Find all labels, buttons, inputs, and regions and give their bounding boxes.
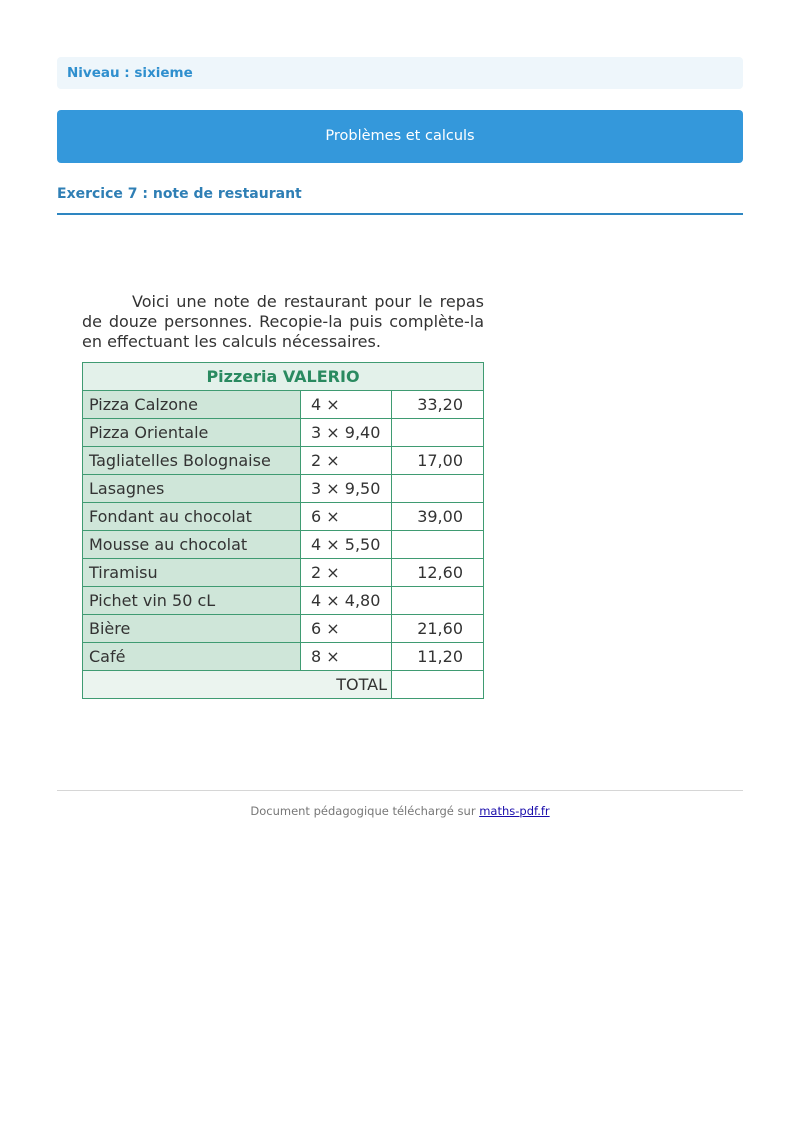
footer-text: Document pédagogique téléchargé sur — [250, 804, 480, 818]
bill-item: Tiramisu — [83, 559, 301, 587]
bill-row — [83, 587, 484, 615]
bill-quantity: 4 × — [301, 391, 392, 419]
bill-row — [83, 643, 484, 671]
bill-row — [83, 447, 484, 475]
bill-quantity: 4 × 5,50 — [301, 531, 392, 559]
bill-row — [83, 503, 484, 531]
bill-amount: 11,20 — [392, 643, 484, 671]
intro-text: Voici une note de restaurant pour le repas de douze personnes. Recopie-la puis complète-la en effectuant les calculs nécessaires. — [82, 292, 484, 351]
total-label: TOTAL — [83, 671, 392, 699]
restaurant-name: Pizzeria VALERIO — [83, 363, 484, 391]
footer — [57, 804, 743, 818]
bill-item: Pizza Calzone — [83, 391, 301, 419]
exercise-intro — [82, 292, 484, 352]
bill-amount — [392, 419, 484, 447]
bill-quantity: 8 × — [301, 643, 392, 671]
bill-row — [83, 531, 484, 559]
bill-amount — [392, 531, 484, 559]
bill-row — [83, 475, 484, 503]
bill-row — [83, 391, 484, 419]
topic-banner: Problèmes et calculs — [57, 110, 743, 163]
bill-item: Pizza Orientale — [83, 419, 301, 447]
bill-item: Fondant au chocolat — [83, 503, 301, 531]
level-label: Niveau : sixieme — [57, 57, 743, 89]
bill-amount: 12,60 — [392, 559, 484, 587]
exercise-image — [82, 292, 490, 694]
bill-item: Mousse au chocolat — [83, 531, 301, 559]
bill-item: Tagliatelles Bolognaise — [83, 447, 301, 475]
bill-amount: 17,00 — [392, 447, 484, 475]
bill-amount — [392, 475, 484, 503]
bill-quantity: 3 × 9,40 — [301, 419, 392, 447]
bill-amount: 33,20 — [392, 391, 484, 419]
bill-quantity: 3 × 9,50 — [301, 475, 392, 503]
bill-row — [83, 559, 484, 587]
footer-divider — [57, 790, 743, 791]
restaurant-bill-table — [82, 362, 484, 699]
bill-item: Bière — [83, 615, 301, 643]
bill-quantity: 2 × — [301, 559, 392, 587]
bill-row — [83, 419, 484, 447]
bill-quantity: 2 × — [301, 447, 392, 475]
footer-link[interactable]: maths-pdf.fr — [479, 804, 550, 818]
bill-item: Pichet vin 50 cL — [83, 587, 301, 615]
exercise-title: Exercice 7 : note de restaurant — [57, 186, 743, 215]
total-value — [392, 671, 484, 699]
bill-amount: 21,60 — [392, 615, 484, 643]
bill-quantity: 6 × — [301, 503, 392, 531]
bill-row — [83, 615, 484, 643]
bill-header-row — [83, 363, 484, 391]
bill-quantity: 4 × 4,80 — [301, 587, 392, 615]
bill-item: Lasagnes — [83, 475, 301, 503]
bill-total-row — [83, 671, 484, 699]
bill-amount — [392, 587, 484, 615]
bill-item: Café — [83, 643, 301, 671]
bill-quantity: 6 × — [301, 615, 392, 643]
bill-amount: 39,00 — [392, 503, 484, 531]
